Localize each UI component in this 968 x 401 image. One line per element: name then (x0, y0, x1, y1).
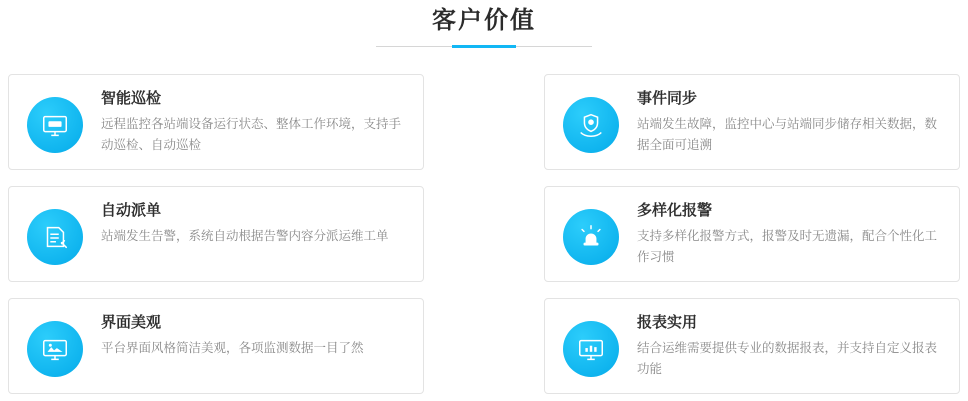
page-header (0, 0, 968, 47)
value-card-desc: 支持多样化报警方式，报警及时无遗漏，配合个性化工作习惯 (637, 229, 938, 264)
value-card[interactable] (544, 298, 960, 394)
title-divider-accent (452, 45, 516, 48)
monitor-icon (27, 97, 83, 153)
value-card[interactable] (544, 186, 960, 282)
value-card-title: 事件同步 (637, 90, 698, 107)
page-title: 客户价值 (432, 7, 536, 34)
value-card-grid (8, 74, 960, 394)
workorder-icon (27, 209, 83, 265)
value-card[interactable] (8, 298, 424, 394)
value-card-title: 自动派单 (101, 202, 162, 219)
value-card-title: 多样化报警 (637, 202, 713, 219)
value-card[interactable] (8, 74, 424, 170)
value-card-desc: 结合运维需要提供专业的数据报表，并支持自定义报表功能 (637, 341, 938, 376)
report-chart-icon (563, 321, 619, 377)
title-divider (376, 46, 592, 47)
value-card-desc: 站端发生告警，系统自动根据告警内容分派运维工单 (101, 229, 389, 243)
shield-hand-icon (563, 97, 619, 153)
value-card-desc: 远程监控各站端设备运行状态、整体工作环境，支持手动巡检、自动巡检 (101, 117, 402, 152)
value-card-desc: 站端发生故障，监控中心与站端同步储存相关数据，数据全面可追溯 (637, 117, 938, 152)
value-card-title: 智能巡检 (101, 90, 162, 107)
value-card[interactable] (8, 186, 424, 282)
alarm-light-icon (563, 209, 619, 265)
image-monitor-icon (27, 321, 83, 377)
value-card-desc: 平台界面风格简洁美观，各项监测数据一目了然 (101, 341, 364, 355)
value-card-title: 报表实用 (637, 314, 698, 331)
value-card-title: 界面美观 (101, 314, 162, 331)
value-card[interactable] (544, 74, 960, 170)
